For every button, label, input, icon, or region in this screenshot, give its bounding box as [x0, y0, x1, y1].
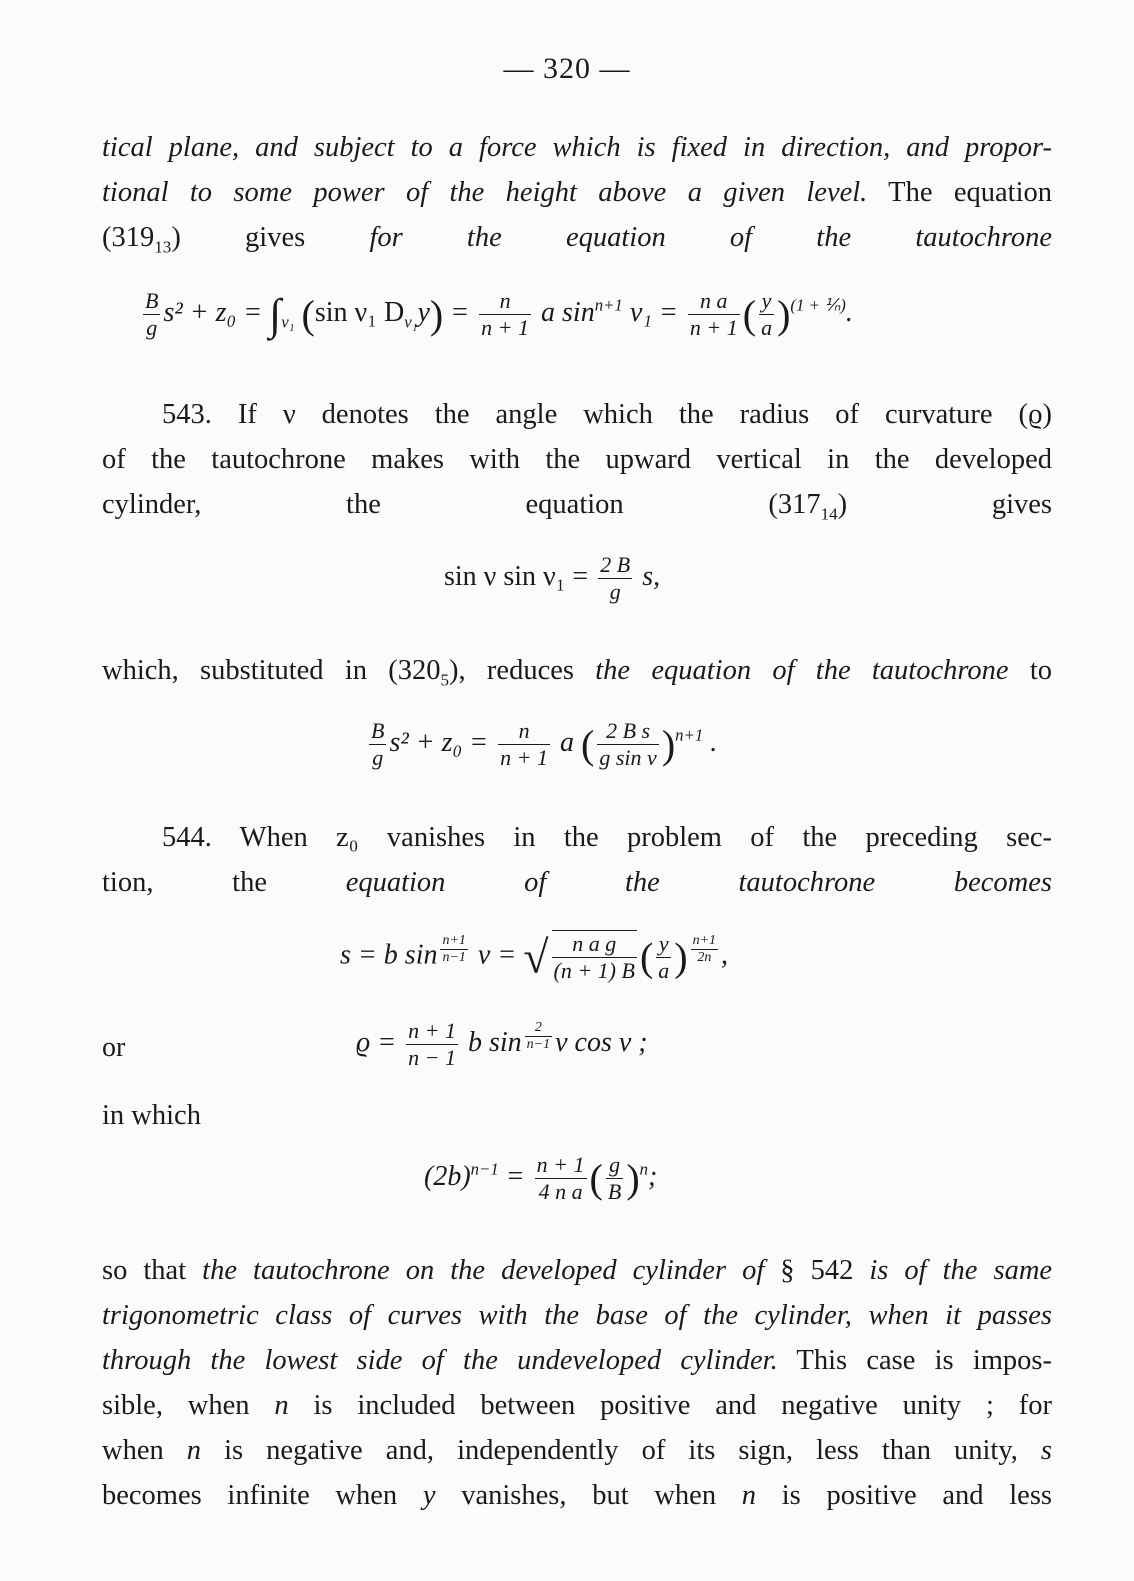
text: to: [1029, 655, 1052, 686]
fraction: $\frac{g}{B}$: [607, 1152, 622, 1204]
fraction: $\frac{2 B}{g}$: [600, 552, 631, 604]
equation-6: $(2b)^{n-1}$ = $\frac{n + 1}{\text{4 n a}}$ ( $\frac{g}{B}$ )$^n$;: [424, 1152, 658, 1204]
term: a sin: [541, 296, 595, 328]
integral-limit: ν₁: [281, 312, 295, 332]
text: through the lowest side of the undeveloped cylinder.: [102, 1345, 778, 1376]
paragraph-conclusion: [102, 1248, 1052, 1518]
term: y: [417, 296, 430, 328]
term: s = b sin: [340, 939, 438, 971]
term: ν cos ν ;: [555, 1026, 648, 1058]
exponent: n+1: [594, 295, 623, 315]
fraction: $\frac{\text{n a g}}{(n + 1) B}$: [553, 931, 635, 983]
eq-ref: (319: [102, 222, 155, 253]
text: the equation of the tautochrone: [595, 655, 1009, 686]
text-line: When z₀ vanishes in the problem of the preceding sec-: [239, 822, 1052, 853]
equation-2: [444, 552, 660, 605]
text-line: tical plane, and subject to a force which is fixed in direction, and propor-: [102, 132, 1052, 163]
term: sin ν₁ D: [314, 296, 405, 328]
section-544: [102, 815, 1052, 905]
term: s²: [163, 296, 183, 328]
text: when: [102, 1435, 164, 1466]
exponent-fraction: 2 n−1: [526, 1020, 551, 1053]
root-sign: √: [523, 931, 549, 983]
section-ref: § 542: [780, 1255, 854, 1286]
paragraph-substitution: [102, 648, 1052, 693]
text-line: tional to some power of the height above a given level.: [102, 177, 868, 208]
term: sin ν sin ν₁ =: [444, 560, 589, 592]
text: is negative and, independently of its sign, less than unity,: [224, 1435, 1018, 1466]
eq-ref-sub: 5: [440, 670, 450, 690]
variable: n: [741, 1480, 757, 1511]
term: ;: [648, 1160, 658, 1192]
term: b sin: [467, 1026, 522, 1058]
text: ), reduces: [449, 655, 574, 686]
term: (2b): [424, 1160, 471, 1192]
fraction: $\frac{n + 1}{\text{4 n a}}$: [536, 1152, 585, 1204]
exponent: n−1: [470, 1159, 499, 1179]
equation-3: $\frac{B}{g}$ s² + z₀ = $\frac{n}{n + 1}$ a ( $\frac{\text{2 B s}}{\text{g sin ν}}$ )$^{n+1}$ .: [371, 718, 718, 770]
variable: y: [422, 1480, 436, 1511]
exponent-fraction: n+1 2n: [692, 932, 717, 965]
text-line: If ν denotes the angle which the radius of curvature (ϱ): [237, 399, 1053, 430]
equation-5: [356, 1018, 648, 1071]
term: ν₁ =: [629, 296, 678, 328]
eq-ref-sub: 13: [154, 237, 172, 257]
page-number: — 320 —: [503, 52, 631, 85]
equation-1: $\frac{B}{g}$ $s^2 + z_0 = \int_{\nu_1}$ (sin ν₁ $D_{\nu_1}y$) = $\frac{n}{n + 1}$ a $\sin^{n+1} \nu_1$ = $\frac{\text{n a}}{n + 1}$ ( $\frac{y}{a}$ )$^{(1 + ⅟_n)}$.: [145, 288, 853, 340]
variable: n: [186, 1435, 202, 1466]
term: a: [560, 726, 575, 758]
variable: s: [1040, 1435, 1053, 1466]
paragraph-continued: [102, 125, 1052, 260]
fraction: $\frac{\text{2 B s}}{\text{g sin ν}}$: [599, 718, 657, 770]
text: is included between positive and negative unity ; for: [313, 1390, 1053, 1421]
in-which-label: in which: [102, 1100, 201, 1131]
fraction: $\frac{y}{a}$: [761, 288, 773, 340]
text: is positive and less: [781, 1480, 1052, 1511]
text: sible, when: [102, 1390, 250, 1421]
text: so that: [102, 1255, 187, 1286]
text: the tautochrone on the developed cylinder of: [202, 1255, 765, 1286]
fraction: $\frac{n}{n + 1}$: [500, 718, 549, 770]
text: This case is impos-: [796, 1345, 1052, 1376]
text: equation of the tautochrone becomes: [345, 867, 1053, 898]
text-line: of the tautochrone makes with the upward vertical in the developed: [102, 444, 1052, 475]
exponent: n+1: [675, 725, 704, 745]
fraction: $\frac{n}{n + 1}$: [481, 288, 530, 340]
text: for the equation of the tautochrone: [369, 222, 1052, 253]
variable: n: [274, 1390, 289, 1421]
fraction: $\frac{B}{g}$: [371, 718, 385, 770]
or-label: or: [102, 1032, 126, 1063]
text: vanishes, but when: [461, 1480, 717, 1511]
exponent-fraction: n+1 n−1: [442, 932, 466, 965]
text: ) gives: [171, 222, 306, 253]
fraction: $\frac{y}{a}$: [658, 930, 670, 983]
text: is of the same: [869, 1255, 1053, 1286]
term: .: [710, 726, 718, 758]
text-line: trigonometric class of curves with the base of the cylinder, when it passes: [102, 1300, 1052, 1331]
equals: =: [505, 1160, 525, 1192]
sub: ν₁: [404, 312, 418, 332]
section-number: 543.: [162, 399, 212, 430]
term: ϱ =: [356, 1026, 397, 1058]
section-number: 544.: [162, 822, 212, 853]
term: + z₀ =: [189, 296, 263, 328]
term: s,: [642, 560, 661, 592]
term: ν =: [477, 939, 517, 971]
exponent: n: [639, 1159, 649, 1179]
fraction: $\frac{B}{g}$: [145, 288, 159, 340]
text: becomes infinite when: [102, 1480, 398, 1511]
fraction: $\frac{\text{n a}}{n + 1}$: [689, 288, 738, 340]
term: s² + z₀ =: [389, 726, 489, 758]
exponent: (1 + ⅟ₙ): [790, 295, 846, 315]
text: ) gives: [837, 489, 1052, 520]
text: which, substituted in (320: [102, 655, 441, 686]
term: ,: [721, 939, 729, 971]
text: cylinder, the equation (317: [102, 489, 821, 520]
section-543: [102, 392, 1052, 527]
text: tion, the: [102, 867, 267, 898]
term: .: [845, 296, 853, 328]
equation-4: s = b sin $^{\frac{n+1}{n-1}}$ ν = √ $\frac{\text{n a g}}{(n + 1) B}$ ( $\frac{y}{a}$ ) $^{\frac{n+1}{2n}}$ ,: [340, 930, 729, 983]
integral-sign: ∫: [269, 290, 282, 339]
equals: =: [450, 296, 470, 328]
text-line: The equation: [888, 177, 1052, 208]
eq-ref-sub: 14: [820, 504, 838, 524]
fraction: $\frac{n + 1}{n - 1}$: [408, 1018, 456, 1070]
